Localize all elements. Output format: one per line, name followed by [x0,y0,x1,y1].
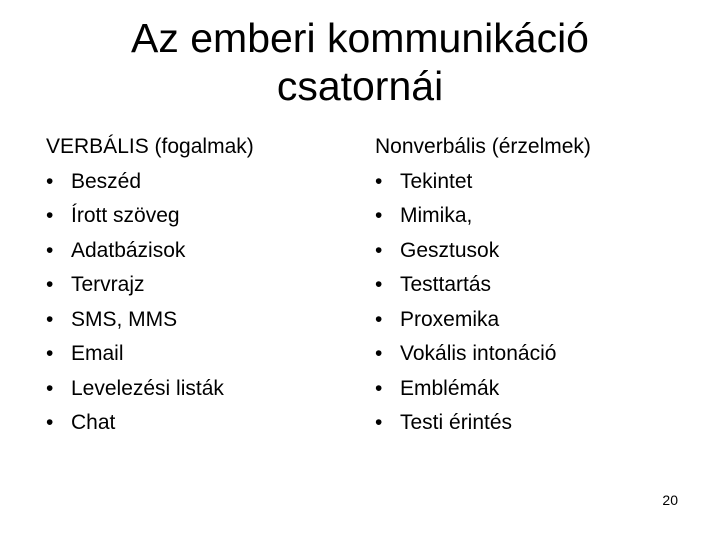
bullet-icon: • [375,169,383,193]
list-item-text: Levelezési listák [71,376,224,400]
list-item [375,234,591,269]
bullet-icon: • [46,342,54,365]
bullet-icon: • [375,204,383,227]
bullet-icon: • [375,411,383,434]
list-item-text: Emblémák [400,376,500,400]
bullet-icon: • [46,169,54,193]
verbal-column [46,130,254,441]
verbal-list [46,165,254,441]
nonverbal-column [375,130,591,441]
list-item-text: SMS, MMS [71,307,178,331]
bullet-icon: • [375,342,383,365]
list-item [46,406,254,441]
slide-title-line-2: csatornái [276,63,444,109]
list-item [46,303,254,338]
list-item [375,337,591,372]
list-item [46,268,254,303]
list-item [375,268,591,303]
bullet-icon: • [46,273,54,296]
list-item-text: Adatbázisok [71,238,186,262]
page-number: 20 [662,492,678,508]
list-item-text: Vokális intonáció [400,342,557,365]
bullet-icon: • [46,238,54,262]
bullet-icon: • [375,238,383,262]
bullet-icon: • [46,307,54,331]
bullet-icon: • [375,307,383,331]
list-item [46,372,254,407]
bullet-icon: • [375,273,383,296]
nonverbal-column-heading: Nonverbális (érzelmek) [375,135,591,158]
list-item [46,199,254,234]
list-item-text: Proxemika [400,307,500,331]
list-item [46,337,254,372]
list-item-text: Tekintet [400,169,473,193]
nonverbal-list [375,165,591,441]
list-item [375,165,591,200]
list-item [375,199,591,234]
list-item-text: Testtartás [400,273,492,296]
slide-title-line-1: Az emberi kommunikáció [131,15,589,61]
list-item-text: Testi érintés [400,411,513,434]
bullet-icon: • [46,376,54,400]
list-item-text: Email [71,342,124,365]
bullet-icon: • [375,376,383,400]
list-item [375,372,591,407]
verbal-column-heading: VERBÁLIS (fogalmak) [46,135,254,158]
list-item [46,234,254,269]
list-item-text: Beszéd [71,169,142,193]
list-item-text: Tervrajz [71,273,145,296]
list-item-text: Chat [71,411,116,434]
list-item [375,406,591,441]
list-item-text: Mimika, [400,204,473,227]
list-item-text: Írott szöveg [71,204,180,227]
bullet-icon: • [46,204,54,227]
slide-title [0,14,720,110]
list-item-text: Gesztusok [400,238,500,262]
list-item [375,303,591,338]
bullet-icon: • [46,411,54,434]
list-item [46,165,254,200]
